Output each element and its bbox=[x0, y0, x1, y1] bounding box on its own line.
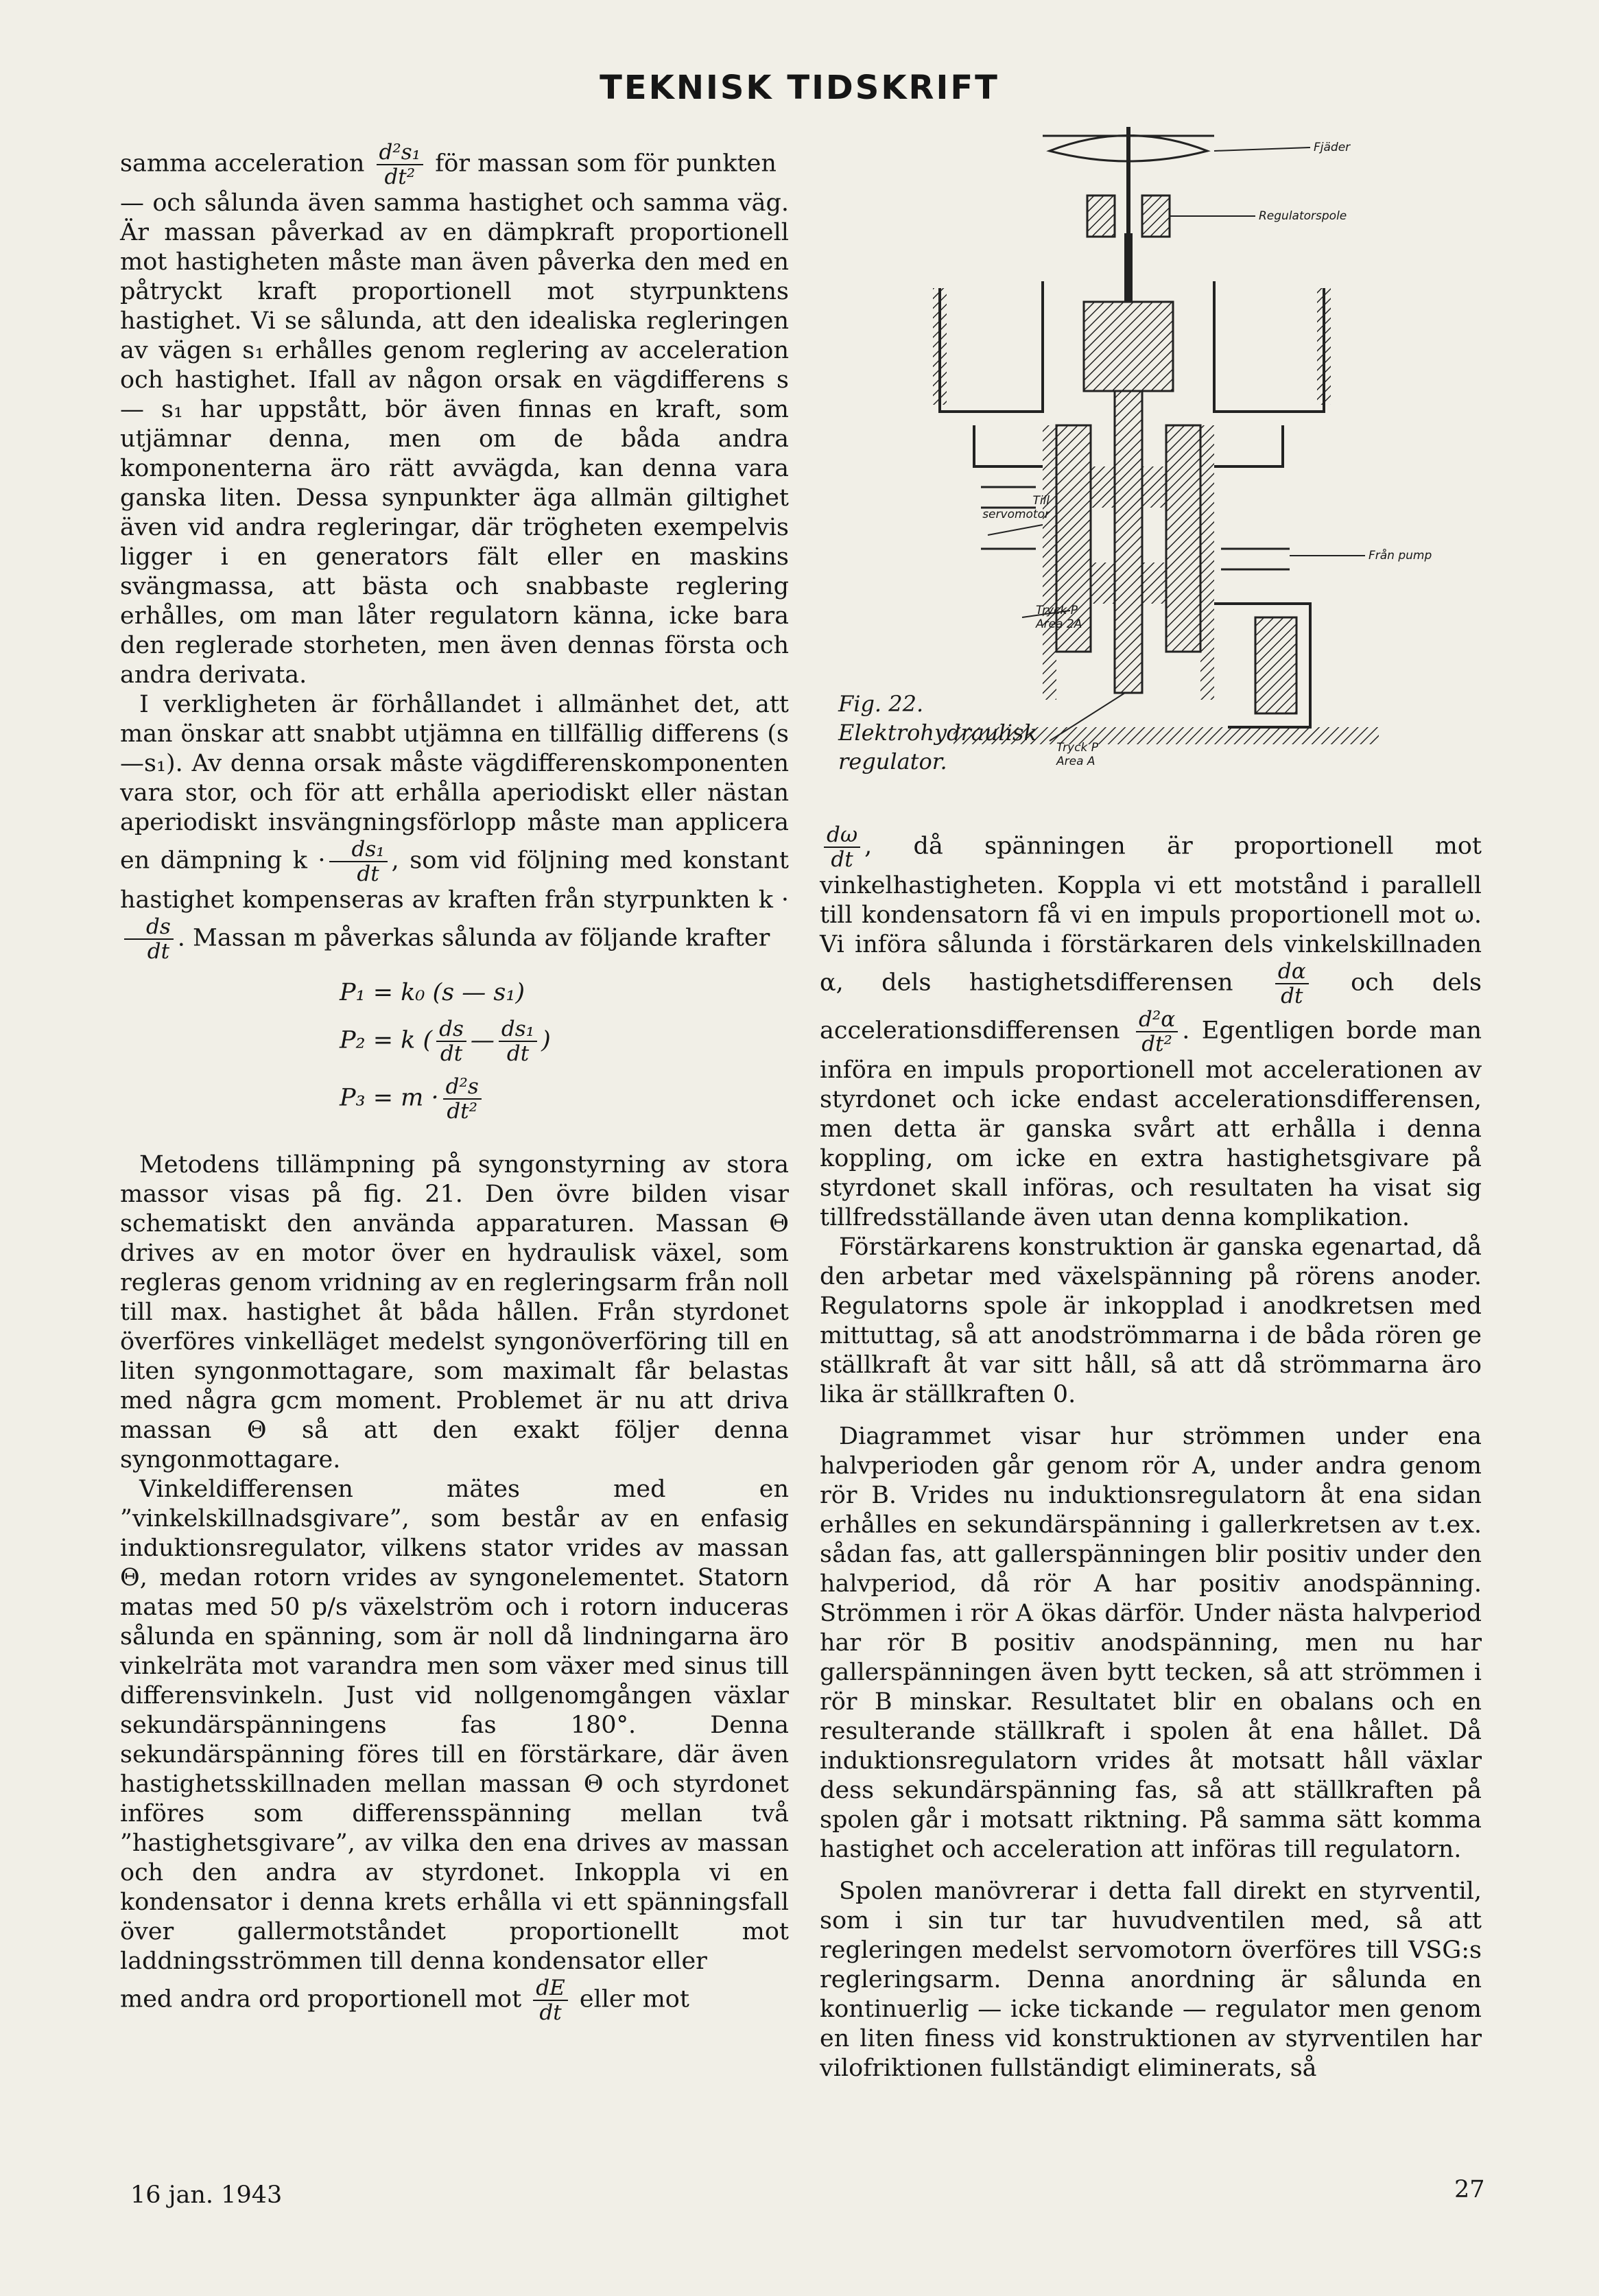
paragraph-r4: Spolen manövrerar i detta fall direkt en styrventil, som i sin tur tar huvudventilen med, så att regleringen medelst servomotorn överföres till VSG:s regleringsarm. Denna anordning är sålunda en kontinuerlig — icke tickande — regulator men genom en liten finess vid konstruktionen av styrventilen har vilofriktionen fullständigt eliminerats, så bbox=[820, 1878, 1482, 2082]
fraction-ds-dt bbox=[124, 915, 174, 963]
label-fjader: Fjäder bbox=[1314, 141, 1351, 154]
paragraph-4-end bbox=[120, 1976, 789, 2024]
paragraph-r3: Diagrammet visar hur strömmen under ena halvperioden går genom rör A, under andra genom rör B. Vrides nu induktionsregulatorn åt ena sidan erhålles en sekundärspänning i gallerkretsen av t.ex. sådan fas, att gallerspänningen blir positiv under den halvperiod, då rör A har positiv anodspänning. Strömmen i rör A ökas därför. Under nästa halvperiod har rör B positiv anodspänning, men nu har gallerspänningen även bytt tecken, så att strömmen i rör B minskar. Resultatet blir en obalans och en resulterande ställkraft i spolen åt ena hållet. Då induktionsregulatorn vrides åt motsatt håll växlar dess sekundärspänning fas, så att ställkraften på spolen går i motsatt riktning. På samma sätt komma hastighet och acceleration att införas till regulatorn. bbox=[820, 1423, 1482, 1863]
fraction-denominator: dt² bbox=[384, 165, 416, 189]
text-span: samma acceleration bbox=[120, 150, 365, 178]
fraction-denominator: dt² bbox=[1141, 1032, 1172, 1056]
text-span: eller mot bbox=[579, 1985, 689, 2013]
fraction-dalpha-dt bbox=[1275, 960, 1309, 1008]
text-span: ) bbox=[541, 1026, 551, 1054]
fraction-denominator: dt bbox=[539, 2000, 562, 2025]
paragraph-3: Metodens tillämpning på syngonstyrning av stora massor visas på fig. 21. Den övre bilden visar schematiskt den använda apparaturen. Massan Θ drives av en motor över en hydraulisk växel, som regleras genom vridning av en regleringsarm från noll till max. hastighet åt båda hållen. Från styrdonet överföres vinkelläget medelst syngonöverföring till en liten syngonmottagare, som maximalt får belastas med några gcm moment. Problemet är nu att driva massan Θ så att den exakt följer denna syngonmottagare. bbox=[120, 1151, 789, 1474]
fraction-d2s-dt2 bbox=[443, 1075, 482, 1123]
text-span: P₃ = m · bbox=[340, 1084, 439, 1112]
symbol-k: k · bbox=[758, 886, 789, 914]
equation-block bbox=[340, 978, 789, 1123]
paragraph-4: Vinkeldifferensen mätes med en ”vinkelskillnadsgivare”, som består av en enfasig induktionsregulator, vilkens stator vrides av massan Θ, medan rotorn vrides av syngonelementet. Statorn matas med 50 p/s växelström och i rotorn induceras sålunda en spänning, som är noll då lindningarna äro vinkelräta mot varandra men som växer med sinus till differensvinkeln. Just vid nollgenomgången växlar sekundärspänningens fas 180°. Denna sekundärspänning föres till en förstärkare, där även hastighetsskillnaden mellan massan Θ och styrdonet införes som differensspänning mellan två ”hastighetsgivare”, av vilka den ena drives av massan och den andra av styrdonet. Inkoppla vi en kondensator i denna krets erhålla vi ett spänningsfall över gallermotståndet proportionellt mot laddningsströmmen till denna kondensator eller bbox=[120, 1476, 789, 1975]
fraction-ds-dt bbox=[436, 1017, 466, 1065]
text-span: , som vid följning med konstant hastighet kompenseras av kraften från styrpunkten bbox=[120, 847, 789, 914]
equation-p1: P₁ = k₀ (s — s₁) bbox=[340, 979, 525, 1006]
text-span: P₂ = k ( bbox=[340, 1026, 433, 1054]
fraction-numerator: d²s bbox=[443, 1075, 482, 1100]
fraction-numerator: d²s₁ bbox=[377, 141, 424, 165]
text-span: och dels accelerationsdifferensen bbox=[820, 969, 1482, 1045]
paragraph-r1 bbox=[820, 823, 1482, 1233]
figure-caption: Fig. 22. Elektrohydraulisk regulator. bbox=[838, 691, 1037, 774]
fraction-numerator: ds₁ bbox=[329, 838, 387, 862]
text-span: . Egentligen borde man införa en impuls proportionell mot accelerationen av styrdonet och icke endast accelerationsdifferensen, men detta är ganska svårt att erhålla i denna koppling, om icke en extra hastighetsgivare på styrdonet skall införas, och resultaten ha visat sig tillfredsställande även utan denna komplikation. bbox=[820, 1017, 1482, 1231]
label-tryck-area-a: Tryck P Area A bbox=[1056, 741, 1098, 768]
paragraph-1: — och sålunda även samma hastighet och samma väg. Är massan påverkad av en dämpkraft proportionell mot hastigheten måste man även påverka den med en påtryckt kraft proportionell mot styrpunktens hastighet. Vi se sålunda, att den idealiska regleringen av vägen s₁ erhålles genom reglering av acceleration och hastighet. Ifall av någon orsak en vägdifferens s — s₁ har uppstått, bör även finnas en kraft, som utjämnar denna, men om de båda andra komponenterna äro rätt avvägda, kan denna vara ganska liten. Dessa synpunkter äga allmän giltighet även vid andra regleringar, där trögheten exempelvis ligger i en generators fält eller en maskins svängmassa, att bästa och snabbaste reglering erhålles, om man låter regulatorn känna, icke bara den reglerade storheten, men även dennas första och andra derivata. bbox=[120, 189, 789, 689]
text-span: för massan som för punkten bbox=[435, 150, 777, 178]
figure-22 bbox=[816, 123, 1489, 774]
left-column bbox=[120, 141, 789, 2024]
fraction-denominator: dt bbox=[1281, 984, 1303, 1008]
fraction-d2alpha-dt2 bbox=[1136, 1008, 1178, 1056]
paragraph-r2: Förstärkarens konstruktion är ganska egenartad, då den arbetar med växelspänning på rörens anoder. Regulatorns spole är inkopplad i anodkretsen med mittuttag, så att anodströmmarna i de båda rören ge ställkraft åt var sitt håll, så att då strömmarna äro lika är ställkraften 0. bbox=[820, 1233, 1482, 1408]
text-span: . Massan m påverkas sålunda av följande krafter bbox=[177, 924, 770, 952]
fraction-domega-dt bbox=[824, 823, 860, 871]
page-number: 27 bbox=[1454, 2176, 1485, 2203]
minus-sign: — bbox=[470, 1026, 495, 1054]
fraction-numerator: dα bbox=[1275, 960, 1309, 984]
label-regulatorspole: Regulatorspole bbox=[1259, 209, 1347, 223]
fraction-denominator: dt² bbox=[447, 1099, 478, 1124]
fraction-numerator: dω bbox=[824, 823, 860, 848]
right-column bbox=[820, 823, 1482, 2083]
text-span: I verkligheten är förhållandet i allmänhet det, att man önskar att snabbt utjämna en tillfällig differens (s—s₁). Av denna orsak måste vägdifferenskomponenten vara stor, och för att erhålla aperiodiskt eller nästan aperiodiskt insvängningsförlopp måste man applicera en dämpning bbox=[120, 691, 789, 875]
fraction-d2s1-dt2 bbox=[377, 141, 424, 189]
equation-p2 bbox=[340, 1017, 789, 1065]
fraction-denominator: dt bbox=[506, 1041, 530, 1066]
label-tryck-area-2a: Tryck P Area 2A bbox=[1036, 604, 1082, 631]
fraction-numerator: dE bbox=[533, 1976, 567, 2001]
regulator-diagram bbox=[816, 123, 1489, 768]
fraction-denominator: dt bbox=[440, 1041, 463, 1066]
fraction-numerator: ds₁ bbox=[499, 1017, 537, 1042]
paragraph-2 bbox=[120, 690, 789, 963]
fraction-denominator: dt bbox=[357, 862, 379, 886]
text-span: med andra ord proportionell mot bbox=[120, 1985, 522, 2013]
fraction-ds1-dt bbox=[499, 1017, 537, 1065]
masthead: TEKNISK TIDSKRIFT bbox=[600, 69, 999, 107]
fraction-denominator: dt bbox=[831, 847, 853, 872]
fraction-numerator: ds bbox=[436, 1017, 466, 1042]
fraction-numerator: d²α bbox=[1136, 1008, 1178, 1032]
fraction-dE-dt bbox=[533, 1976, 567, 2024]
equation-p3 bbox=[340, 1075, 789, 1123]
fraction-numerator: ds bbox=[124, 915, 174, 940]
label-fran-pump: Från pump bbox=[1369, 549, 1432, 563]
text-span: , då spänningen är proportionell mot vinkelhastigheten. Koppla vi ett motstånd i parallell till kondensatorn få vi en impuls proportionell mot ω. Vi införa sålunda i förstärkaren dels vinkelskillnaden α, dels hastighetsdifferensen bbox=[820, 832, 1482, 997]
label-till-servomotor: Till servomotor bbox=[982, 494, 1050, 521]
paragraph-intro bbox=[120, 141, 789, 189]
fraction-denominator: dt bbox=[147, 939, 170, 964]
footer-date: 16 jan. 1943 bbox=[130, 2181, 283, 2209]
symbol-k: k · bbox=[292, 847, 326, 875]
fraction-ds1-dt bbox=[329, 838, 387, 886]
